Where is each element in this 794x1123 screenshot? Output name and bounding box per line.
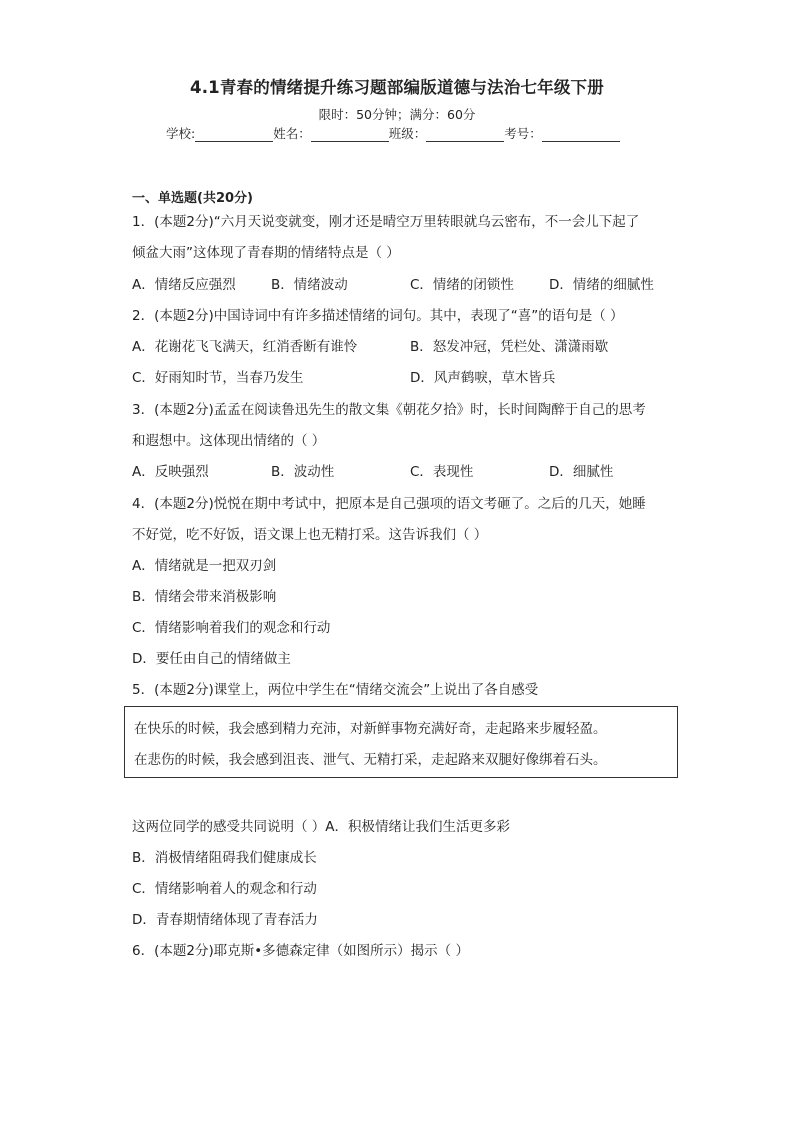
question-1-line-1: 1．(本题2分)“六月天说变就变，刚才还是晴空万里转眼就乌云密布，不一会儿下起了 — [132, 214, 640, 230]
question-3-line-1: 3．(本题2分)孟孟在阅读鲁迅先生的散文集《朝花夕拾》时，长时间陶醉于自己的思考 — [132, 402, 646, 418]
q4-option-a[interactable]: A．情绪就是一把双刃剑 — [132, 558, 277, 574]
q4-option-c[interactable]: C．情绪影响着我们的观念和行动 — [132, 620, 331, 636]
question-5-line-1: 5．(本题2分)课堂上，两位中学生在“情绪交流会”上说出了各自感受 — [132, 682, 539, 698]
question-2-line-1: 2．(本题2分)中国诗词中有许多描述情绪的词句。其中，表现了“喜”的语句是（ ） — [132, 308, 624, 324]
q5-option-c[interactable]: C．情绪影响着人的观念和行动 — [132, 881, 317, 897]
exam-number-label: 考号： — [504, 126, 542, 141]
q1-option-a[interactable]: A．情绪反应强烈 — [132, 277, 236, 293]
class-blank[interactable] — [426, 127, 504, 142]
school-label: 学校: — [166, 126, 196, 141]
q1-option-b[interactable]: B．情绪波动 — [271, 277, 348, 293]
q2-option-a[interactable]: A．花谢花飞飞满天，红消香断有谁怜 — [132, 339, 358, 355]
question-6-line-1: 6．(本题2分)耶克斯•多德森定律（如图所示）揭示（ ） — [132, 943, 469, 959]
quote-box — [124, 706, 678, 778]
page-title: 4.1青春的情绪提升练习题部编版道德与法治七年级下册 — [190, 78, 604, 97]
school-blank[interactable] — [195, 127, 273, 142]
class-label: 班级： — [388, 126, 427, 141]
quote-line-1: 在快乐的时候，我会感到精力充沛，对新鲜事物充满好奇，走起路来步履轻盈。 — [134, 721, 607, 737]
quote-line-2: 在悲伤的时候，我会感到沮丧、泄气、无精打采，走起路来双腿好像绑着石头。 — [134, 752, 607, 768]
question-4-line-1: 4．(本题2分)悦悦在期中考试中，把原本是自己强项的语文考砸了。之后的几天，她睡 — [132, 496, 646, 512]
q1-option-d[interactable]: D．情绪的细腻性 — [549, 277, 654, 293]
q2-option-d[interactable]: D．风声鹤唳，草木皆兵 — [410, 370, 556, 386]
q1-option-c[interactable]: C．情绪的闭锁性 — [410, 277, 514, 293]
name-blank[interactable] — [311, 127, 389, 142]
q5-option-b[interactable]: B．消极情绪阻碍我们健康成长 — [132, 850, 317, 866]
q5-option-d[interactable]: D．青春期情绪体现了青春活力 — [132, 912, 318, 928]
question-3-line-2: 和遐想中。这体现出情绪的（ ） — [132, 433, 326, 449]
q4-option-d[interactable]: D．要任由自己的情绪做主 — [132, 651, 291, 667]
q3-option-b[interactable]: B．波动性 — [271, 464, 335, 480]
question-5-line-2: 这两位同学的感受共同说明（ ）A．积极情绪让我们生活更多彩 — [132, 819, 511, 835]
q2-option-b[interactable]: B．怒发冲冠，凭栏处、潇潇雨歇 — [410, 339, 609, 355]
question-1-line-2: 倾盆大雨”这体现了青春期的情绪特点是（ ） — [132, 245, 400, 261]
q3-option-d[interactable]: D．细腻性 — [549, 464, 614, 480]
question-4-line-2: 不好觉，吃不好饭，语文课上也无精打采。这告诉我们（ ） — [132, 527, 488, 543]
q2-option-c[interactable]: C．好雨知时节，当春乃发生 — [132, 370, 304, 386]
time-score-limit: 限时：50分钟；满分：60分 — [318, 107, 476, 122]
q4-option-b[interactable]: B．情绪会带来消极影响 — [132, 589, 277, 605]
q3-option-a[interactable]: A．反映强烈 — [132, 464, 209, 480]
q3-option-c[interactable]: C．表现性 — [410, 464, 474, 480]
name-label: 姓名： — [273, 126, 311, 141]
section-heading: 一、单选题(共20分) — [132, 191, 253, 206]
student-info-row — [166, 124, 620, 142]
exam-number-blank[interactable] — [542, 127, 620, 142]
